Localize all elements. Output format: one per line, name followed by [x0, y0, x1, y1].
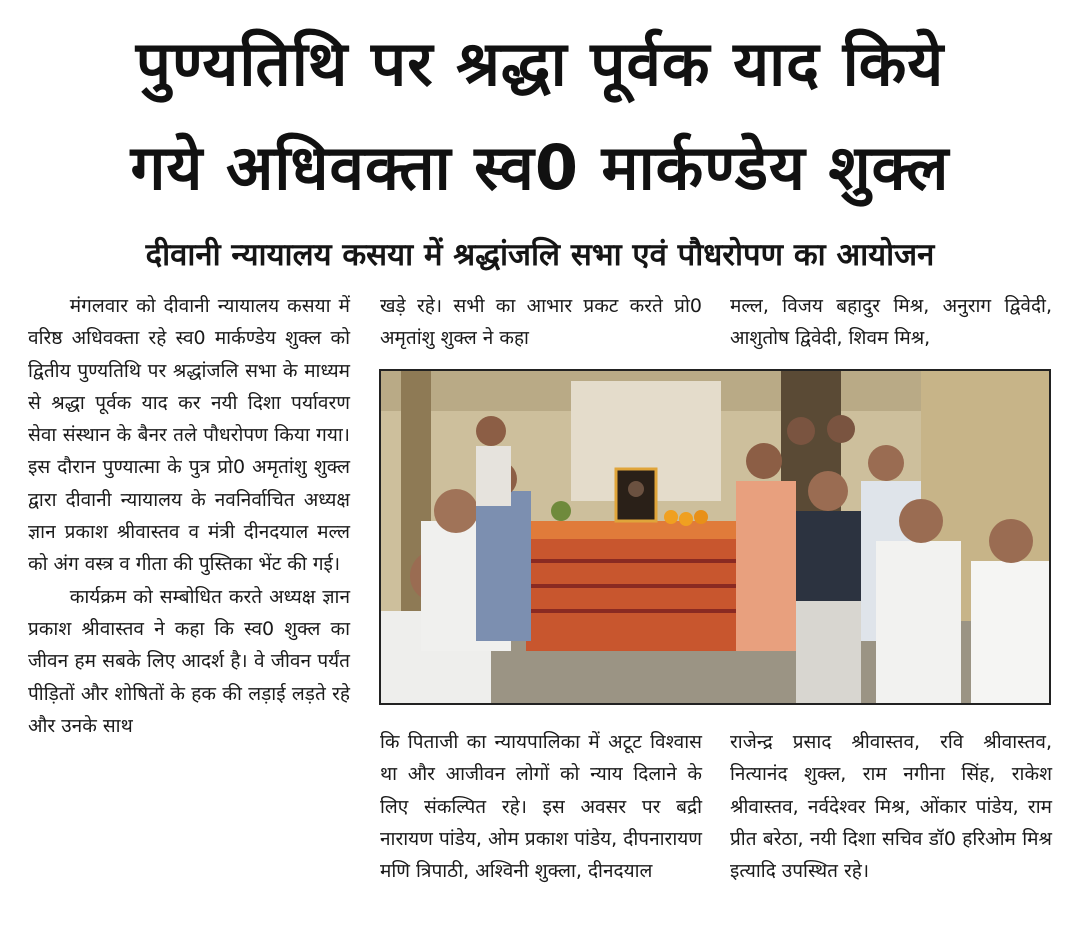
article-column-2-bottom [380, 726, 702, 887]
article-column-1 [28, 290, 350, 742]
article-paragraph-1: मंगलवार को दीवानी न्यायालय कसया में वरिष्ठ अधिवक्ता रहे स्व0 मार्कण्डेय शुक्ल को द्वितीय पुण्यतिथि पर श्रद्धांजलि सभा के माध्यम से श्रद्धा पूर्वक याद कर नयी दिशा पर्यावरण सेवा संस्थान के बैनर तले पौधरोपण किया गया। इस दौरान पुण्यात्मा के पुत्र प्रो0 अमृतांशु शुक्ल द्वारा दीवानी न्यायालय के नवनिर्वाचित अध्यक्ष ज्ञान प्रकाश श्रीवास्तव व मंत्री दीनदयाल मल्ल को अंग वस्त्र व गीता की पुस्तिका भेंट की गई। [28, 295, 350, 576]
article-column-2-top [380, 290, 702, 355]
event-photo-illustration [381, 371, 1049, 703]
article-column-3-top-text: मल्ल, विजय बहादुर मिश्र, अनुराग द्विवेदी, आशुतोष द्विवेदी, शिवम मिश्र, [730, 295, 1052, 350]
article-column-2-top-text: खड़े रहे। सभी का आभार प्रकट करते प्रो0 अमृतांशु शुक्ल ने कहा [380, 295, 702, 350]
article-column-3-bottom-text: राजेन्द्र प्रसाद श्रीवास्तव, रवि श्रीवास्तव, नित्यानंद शुक्ल, राम नगीना सिंह, राकेश श्रीवास्तव, नर्वदेश्वर मिश्र, ओंकार पांडेय, राम प्रीत बरेठा, नयी दिशा सचिव डॉ0 हरिओम मिश्र इत्यादि उपस्थित रहे। [730, 731, 1052, 883]
article-column-2-bottom-text: कि पिताजी का न्यायपालिका में अटूट विश्वास था और आजीवन लोगों को न्याय दिलाने के लिए संकल्पित रहे। इस अवसर पर बद्री नारायण पांडेय, ओम प्रकाश पांडेय, दीपनारायण मणि त्रिपाठी, अश्विनी शुक्ला, दीनदयाल [380, 731, 702, 883]
event-photo [379, 369, 1051, 705]
headline-line-2: गये अधिवक्ता स्व0 मार्कण्डेय शुक्ल [130, 131, 950, 204]
headline [0, 12, 1080, 220]
article-column-3-top [730, 290, 1052, 355]
subheadline: दीवानी न्यायालय कसया में श्रद्धांजलि सभा एवं पौधरोपण का आयोजन [145, 237, 935, 273]
headline-line-1: पुण्यतिथि पर श्रद्धा पूर्वक याद किये [135, 27, 945, 100]
article-column-3-bottom [730, 726, 1052, 887]
article-paragraph-2: कार्यक्रम को सम्बोधित करते अध्यक्ष ज्ञान प्रकाश श्रीवास्तव ने कहा कि स्व0 शुक्ल का जीवन हम सबके लिए आदर्श है। वे जीवन पर्यंत पीड़ितों और शोषितों के हक की लड़ाई लड़ते रहे और उनके साथ [28, 585, 350, 737]
